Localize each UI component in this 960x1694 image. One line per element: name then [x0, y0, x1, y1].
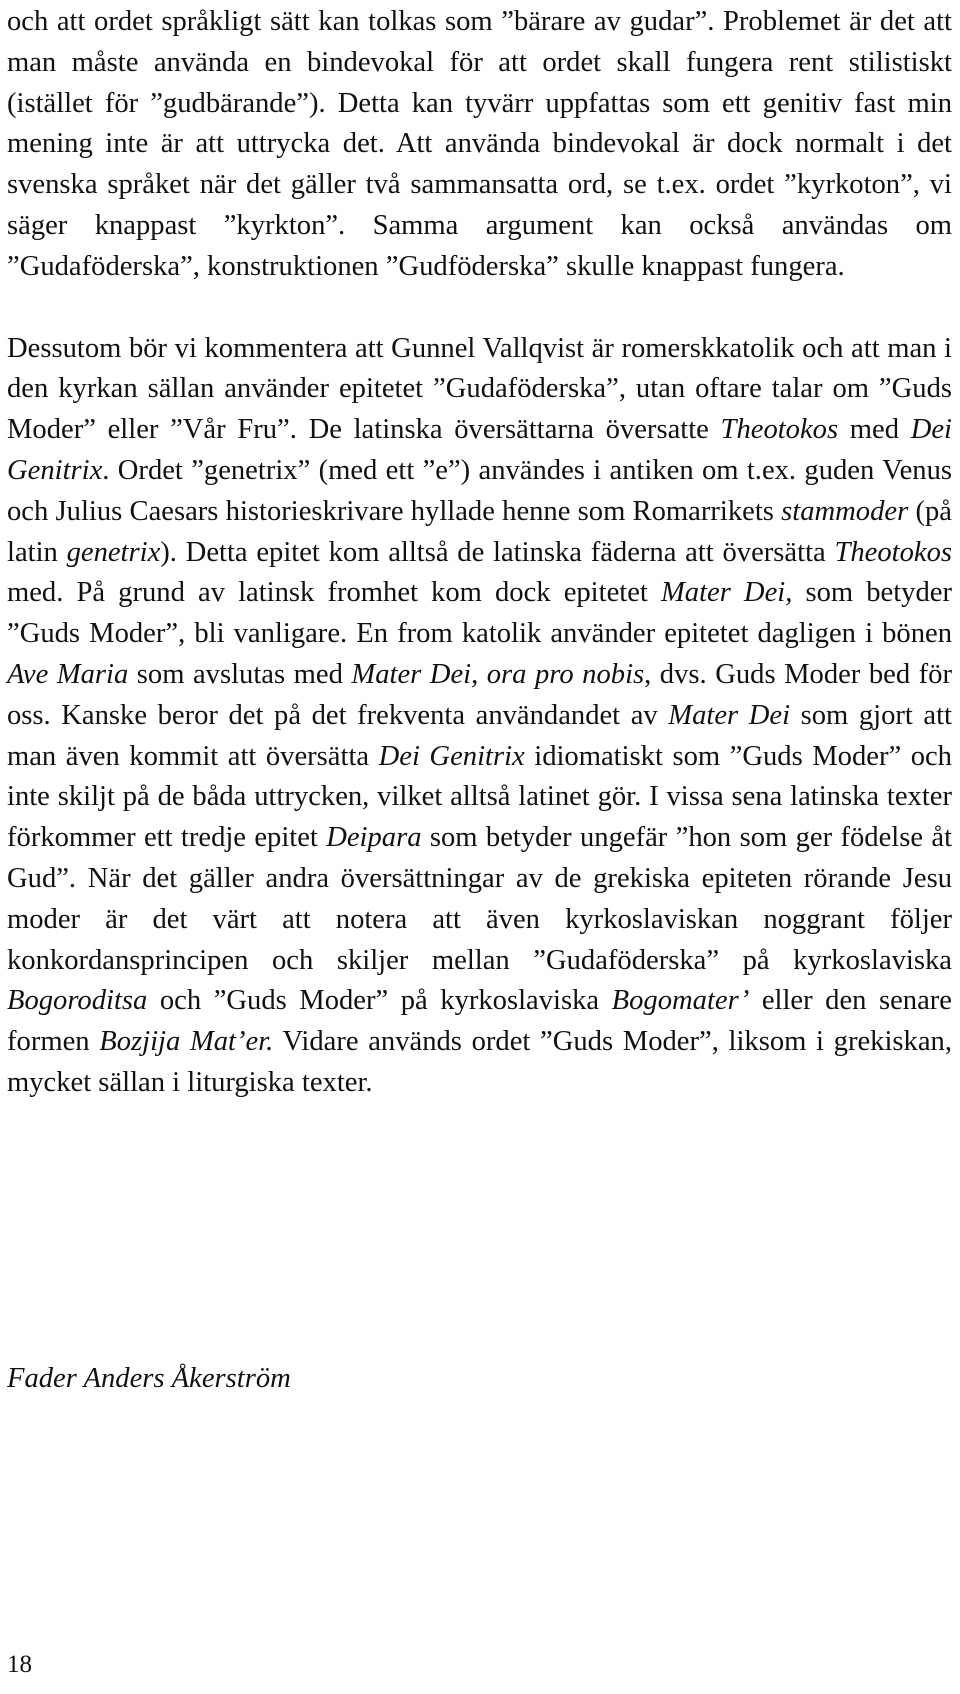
paragraph-1-text: och att ordet språkligt sätt kan tolkas som ”bärare av gudar”. Problemet är det att man måste använda en bindevokal för att ordet skall fungera rent stilistiskt (istället för ”gudbärande”). Detta kan tyvärr uppfattas som ett genitiv fast min mening inte är att uttrycka det. Att använda bindevokal är dock normalt i det svenska språket när det gäller två sammansatta ord, se t.ex. ordet ”kyrkoton”, vi säger knappast ”kyrkton”. Samma argument kan också användas om ”Gudaföderska”, konstruktionen ”Gudföderska” skulle knappast fungera.	[7, 6, 952, 282]
italic-term: genetrix	[66, 536, 161, 568]
author-signature: Fader Anders Åkerström	[7, 1363, 291, 1394]
italic-term: Theotokos	[720, 414, 839, 446]
italic-term: Bogomater’	[611, 985, 750, 1017]
page-body	[7, 2, 952, 1104]
text-run: idiomatiskt som ”Guds Moder” och inte skiljt på de båda uttrycken, vilket alltså latinet gör. I vissa sena latinska texter förkommer ett tredje epitet	[7, 740, 952, 854]
italic-term: Dei Genitrix	[7, 414, 952, 486]
text-run: som betyder ”Guds Moder”, bli vanligare. En from katolik använder epitetet dagligen i bönen	[7, 577, 952, 650]
text-run: Vidare används ordet ”Guds Moder”, liksom i grekiskan, mycket sällan i liturgiska texter.	[7, 1026, 952, 1098]
text-run: med. På grund av latinsk fromhet kom dock epitetet	[7, 577, 661, 609]
text-run: och ”Guds Moder” på kyrkoslaviska	[147, 985, 612, 1017]
text-run: med	[838, 414, 911, 446]
italic-term: Bozjija Mat’er.	[99, 1026, 274, 1058]
page-number: 18	[7, 1651, 32, 1678]
text-run: som avslutas med	[128, 658, 352, 690]
text-run: Dessutom bör vi kommentera att Gunnel Vallqvist är romerskkatolik och att man i den kyrkan sällan använder epitetet ”Gudaföderska”, utan oftare talar om ”Guds Moder” eller ”Vår Fru”. De latinska översättarna översatte	[7, 332, 952, 446]
italic-term: stammoder	[781, 495, 909, 527]
text-run: (på latin	[7, 495, 952, 568]
text-run: som gjort att man även kommit att översätta	[7, 699, 952, 772]
italic-term: Ave Maria	[7, 658, 129, 690]
text-run: ). Detta epitet kom alltså de latinska fäderna att översätta	[160, 536, 835, 568]
italic-term: Deipara	[326, 822, 422, 854]
paragraph-1	[7, 2, 952, 288]
italic-term: Mater Dei, ora pro nobis	[351, 658, 645, 690]
text-run: , dvs. Guds Moder bed för oss. Kanske beror det på det frekventa användandet av	[7, 658, 952, 731]
text-run: eller den senare formen	[7, 985, 952, 1058]
italic-term: Theotokos	[834, 536, 952, 568]
italic-term: Mater Dei	[668, 699, 791, 731]
text-run: som betyder ungefär ”hon som ger födelse åt Gud”. När det gäller andra översättningar av de grekiska epiteten rörande Jesu moder är det värt att notera att även kyrkoslaviskan noggrant följer konkordansprincipen och skiljer mellan ”Gudaföderska” på kyrkoslaviska	[7, 822, 953, 976]
paragraph-2	[7, 329, 952, 1104]
italic-term: Dei Genitrix	[378, 740, 525, 772]
text-run: . Ordet ”genetrix” (med ett ”e”) användes i antiken om t.ex. guden Venus och Julius Caesars historieskrivare hyllade henne som Romarrikets	[7, 454, 952, 527]
italic-term: Mater Dei,	[660, 577, 793, 609]
italic-term: Bogoroditsa	[7, 985, 148, 1017]
